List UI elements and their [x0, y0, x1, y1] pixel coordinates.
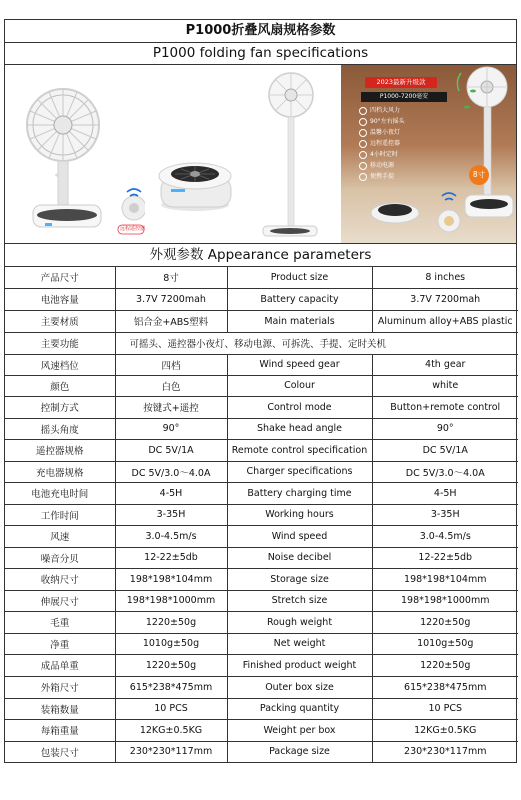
spec-label-cn: 产品尺寸: [5, 267, 115, 288]
promo-model: P1000-7200毫安: [361, 92, 447, 102]
spec-row: [5, 676, 518, 698]
spec-label-en: Noise decibel: [227, 547, 372, 568]
spec-row: [5, 525, 518, 547]
spec-row: [5, 439, 518, 461]
spec-row: [5, 741, 518, 762]
spec-label-cn: 成品单重: [5, 654, 115, 676]
photo-promo-panel: [341, 65, 516, 243]
spec-label-en: Package size: [227, 741, 372, 762]
spec-label-en: Weight per box: [227, 719, 372, 741]
spec-row: [5, 547, 518, 568]
spec-label-en: Wind speed: [227, 525, 372, 547]
photo-floor-fan: [245, 65, 341, 243]
spec-label-cn: 主要功能: [5, 332, 115, 354]
spec-row: [5, 719, 518, 741]
spec-value-en: 198*198*104mm: [372, 568, 518, 590]
spec-label-cn: 每箱重量: [5, 719, 115, 741]
spec-value-en: DC 5V/3.0～4.0A: [372, 461, 518, 482]
title-chinese: P1000折叠风扇规格参数: [5, 20, 516, 43]
spec-label-en: Rough weight: [227, 611, 372, 633]
spec-label-en: Battery capacity: [227, 288, 372, 310]
spec-label-cn: 工作时间: [5, 504, 115, 525]
spec-value-en: 10 PCS: [372, 698, 518, 719]
spec-value-en: DC 5V/1A: [372, 439, 518, 461]
spec-sheet: [4, 19, 517, 763]
spec-label-en: Battery charging time: [227, 482, 372, 504]
feature-item: 4小时定时: [359, 149, 405, 160]
spec-row: [5, 482, 518, 504]
title-english: P1000 folding fan specifications: [5, 43, 516, 65]
spec-value-en: 1220±50g: [372, 654, 518, 676]
spec-label-cn: 收纳尺寸: [5, 568, 115, 590]
spec-row: [5, 418, 518, 439]
spec-row: [5, 375, 518, 396]
spec-row: [5, 590, 518, 611]
spec-label-en: Product size: [227, 267, 372, 288]
promo-fan-icon: [341, 65, 516, 243]
spec-value-cn: 3.7V 7200mah: [115, 288, 227, 310]
spec-value-cn: 铝合金+ABS塑料: [115, 310, 227, 332]
product-photo-strip: [5, 65, 516, 244]
spec-label-en: Main materials: [227, 310, 372, 332]
spec-value-cn: 8寸: [115, 267, 227, 288]
spec-value-cn: 615*238*475mm: [115, 676, 227, 698]
spec-label-en: Shake head angle: [227, 418, 372, 439]
spec-value-en: 12KG±0.5KG: [372, 719, 518, 741]
spec-value-cn: 12-22±5db: [115, 547, 227, 568]
spec-label-cn: 遥控器规格: [5, 439, 115, 461]
spec-value-cn: 230*230*117mm: [115, 741, 227, 762]
spec-label-en: Finished product weight: [227, 654, 372, 676]
spec-value-cn: DC 5V/3.0～4.0A: [115, 461, 227, 482]
feature-item: 移动电源: [359, 160, 405, 171]
spec-table: [5, 267, 518, 762]
spec-value-cn: 3.0-4.5m/s: [115, 525, 227, 547]
spec-value-cn: 按键式+遥控: [115, 396, 227, 418]
spec-value-en: 3-35H: [372, 504, 518, 525]
spec-value-en: white: [372, 375, 518, 396]
spec-label-cn: 风速档位: [5, 354, 115, 375]
photo-extended-fan: [5, 65, 145, 243]
spec-label-cn: 净重: [5, 633, 115, 654]
spec-label-en: Wind speed gear: [227, 354, 372, 375]
fan-extended-icon: [5, 65, 145, 243]
photo-folded-fan: [145, 65, 245, 243]
spec-value-cn: 4-5H: [115, 482, 227, 504]
spec-value-cn: 1010g±50g: [115, 633, 227, 654]
spec-label-en: Remote control specification: [227, 439, 372, 461]
spec-row: [5, 310, 518, 332]
spec-label-cn: 电池充电时间: [5, 482, 115, 504]
spec-value-en: 90°: [372, 418, 518, 439]
spec-value-en: 3.0-4.5m/s: [372, 525, 518, 547]
spec-row: [5, 654, 518, 676]
spec-row: [5, 611, 518, 633]
spec-row: [5, 288, 518, 310]
spec-value-cn: 12KG±0.5KG: [115, 719, 227, 741]
spec-label-en: Working hours: [227, 504, 372, 525]
spec-label-en: Stretch size: [227, 590, 372, 611]
spec-value-cn: 1220±50g: [115, 611, 227, 633]
feature-item: 四档大风力: [359, 105, 405, 116]
spec-value-en: 3.7V 7200mah: [372, 288, 518, 310]
promo-badge: 2023最新升级款: [365, 77, 437, 88]
spec-value-en: Aluminum alloy+ABS plastic: [372, 310, 518, 332]
spec-row: [5, 568, 518, 590]
spec-label-en: Packing quantity: [227, 698, 372, 719]
spec-label-en: Control mode: [227, 396, 372, 418]
spec-row: [5, 461, 518, 482]
spec-row: [5, 332, 518, 354]
spec-label-cn: 控制方式: [5, 396, 115, 418]
section-title: 外观参数 Appearance parameters: [5, 244, 516, 267]
spec-value-cn: 1220±50g: [115, 654, 227, 676]
fan-floor-icon: [245, 65, 341, 243]
spec-row: [5, 633, 518, 654]
size-badge: 8寸: [472, 170, 486, 179]
feature-item: 便携手提: [359, 171, 405, 182]
spec-value-en: 615*238*475mm: [372, 676, 518, 698]
spec-label-en: Colour: [227, 375, 372, 396]
spec-label-en: Charger specifications: [227, 461, 372, 482]
spec-value-en: 4th gear: [372, 354, 518, 375]
remote-control-label: 远程遥控器: [119, 226, 145, 232]
feature-item: 温馨小夜灯: [359, 127, 405, 138]
spec-label-cn: 主要材质: [5, 310, 115, 332]
spec-label-en: Storage size: [227, 568, 372, 590]
spec-value-cn: DC 5V/1A: [115, 439, 227, 461]
spec-value-cn: 3-35H: [115, 504, 227, 525]
spec-label-cn: 摇头角度: [5, 418, 115, 439]
spec-value-en: 8 inches: [372, 267, 518, 288]
spec-value-cn: 90°: [115, 418, 227, 439]
spec-value-merged: 可摇头、遥控器小夜灯、移动电源、可拆洗、手提、定时关机: [115, 332, 518, 354]
spec-label-cn: 风速: [5, 525, 115, 547]
feature-item: 远程遥控器: [359, 138, 405, 149]
spec-value-cn: 四档: [115, 354, 227, 375]
spec-value-en: 4-5H: [372, 482, 518, 504]
spec-label-cn: 伸展尺寸: [5, 590, 115, 611]
spec-value-en: 230*230*117mm: [372, 741, 518, 762]
spec-value-cn: 198*198*104mm: [115, 568, 227, 590]
spec-row: [5, 698, 518, 719]
spec-value-en: 12-22±5db: [372, 547, 518, 568]
spec-label-cn: 装箱数量: [5, 698, 115, 719]
spec-label-cn: 包装尺寸: [5, 741, 115, 762]
spec-label-cn: 外箱尺寸: [5, 676, 115, 698]
spec-label-en: Outer box size: [227, 676, 372, 698]
spec-value-en: 1010g±50g: [372, 633, 518, 654]
spec-value-en: Button+remote control: [372, 396, 518, 418]
spec-row: [5, 396, 518, 418]
spec-label-cn: 电池容量: [5, 288, 115, 310]
spec-value-cn: 白色: [115, 375, 227, 396]
spec-row: [5, 504, 518, 525]
spec-value-cn: 198*198*1000mm: [115, 590, 227, 611]
spec-value-en: 1220±50g: [372, 611, 518, 633]
spec-row: [5, 267, 518, 288]
spec-label-cn: 充电器规格: [5, 461, 115, 482]
feature-item: 90°左右摇头: [359, 116, 405, 127]
spec-label-cn: 颜色: [5, 375, 115, 396]
fan-folded-icon: [145, 65, 245, 243]
spec-row: [5, 354, 518, 375]
spec-value-cn: 10 PCS: [115, 698, 227, 719]
spec-label-cn: 噪音分贝: [5, 547, 115, 568]
spec-value-en: 198*198*1000mm: [372, 590, 518, 611]
spec-label-en: Net weight: [227, 633, 372, 654]
spec-label-cn: 毛重: [5, 611, 115, 633]
